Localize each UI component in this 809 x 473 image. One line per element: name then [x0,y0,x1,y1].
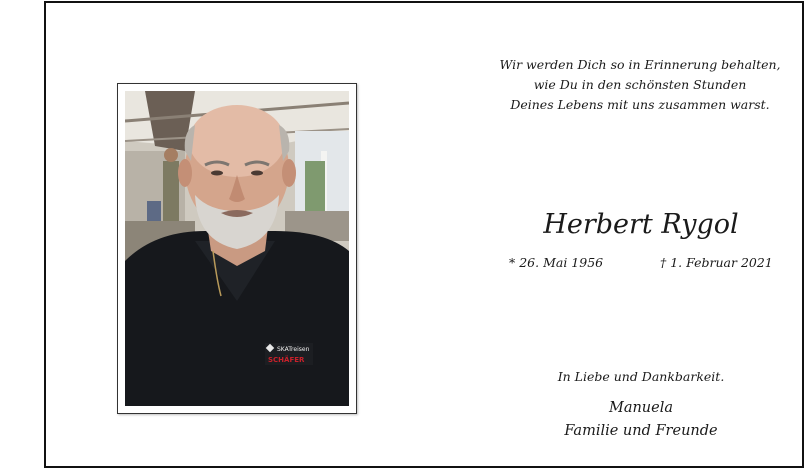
portrait-photo [125,91,349,406]
shirt-logo [265,343,313,365]
signer-2: Familie und Freunde [564,423,718,439]
quote-line-3: Deines Lebens mit uns zusammen warst. [510,97,770,112]
quote-line-1: Wir werden Dich so in Erinnerung behalten, [499,57,781,72]
quote-line-2: wie Du in den schönsten Stunden [533,77,747,92]
signer-1: Manuela [608,400,674,416]
deceased-name: Herbert Rygol [543,209,739,240]
birth-date: * 26. Mai 1956 [509,255,604,270]
signers [506,397,776,443]
death-date: † 1. Februar 2021 [660,255,773,270]
closing-line: In Liebe und Dankbarkeit. [557,369,725,384]
memorial-quote [496,55,784,115]
shirt-logo-top: SKATreisen [277,346,310,353]
shirt-logo-bottom: SCHÄFER [268,356,305,364]
memorial-card [44,1,804,468]
portrait-frame [117,83,357,414]
